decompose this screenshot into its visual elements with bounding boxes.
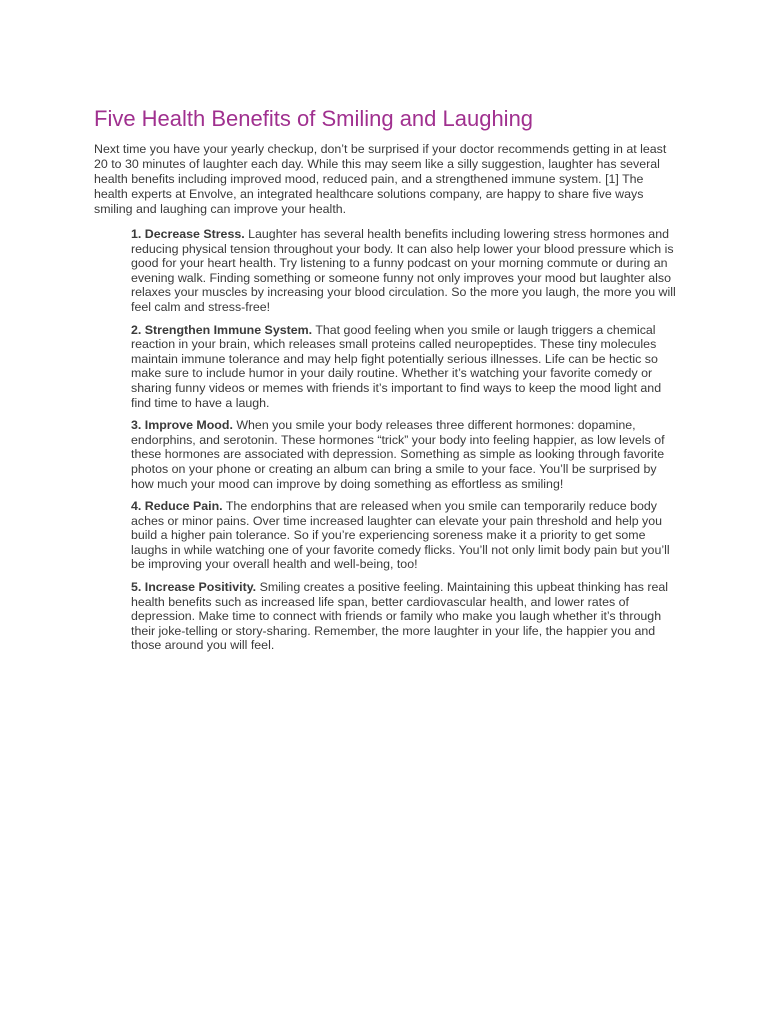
document-page xyxy=(94,104,676,661)
benefit-item xyxy=(131,418,676,491)
benefit-text: That good feeling when you smile or laugh triggers a chemical reaction in your brain, which releases small proteins called neuropeptides. These tiny molecules maintain immune tolerance and may help fight potentially serious illnesses. Life can be hectic so make sure to include humor in your daily routine. Whether it’s watching your favorite comedy or sharing funny videos or memes with friends it’s important to find ways to keep the mood light and find time to have a laugh. xyxy=(131,322,662,410)
benefit-text: When you smile your body releases three different hormones: dopamine, endorphins, and serotonin. These hormones “trick” your body into feeling happier, as low levels of these hormones are associated with depression. Something as simple as looking through favorite photos on your phone or creating an album can bring a smile to your face. You’ll be surprised by how much your mood can improve by doing something as effortless as smiling! xyxy=(131,418,665,491)
intro-paragraph: Next time you have your yearly checkup, don’t be surprised if your doctor recommends getting in at least 20 to 30 minutes of laughter each day. While this may seem like a silly suggestion, laughter has several health benefits including improved mood, reduced pain, and a strengthened immune system. [1] The health experts at Envolve, an integrated healthcare solutions company, are happy to share five ways smiling and laughing can improve your health. xyxy=(94,142,667,216)
benefit-item xyxy=(131,580,676,653)
document-title: Five Health Benefits of Smiling and Laughing xyxy=(94,106,534,131)
benefit-text: Laughter has several health benefits including lowering stress hormones and reducing physical tension throughout your body. It can also help lower your blood pressure which is good for your heart health. Try listening to a funny podcast on your morning commute or during an evening walk. Finding something or someone funny not only improves your mood but laughter also relaxes your muscles by increasing your blood circulation. So the more you laugh, the more you will feel calm and stress-free! xyxy=(131,227,676,314)
benefit-text: The endorphins that are released when you smile can temporarily reduce body aches or minor pains. Over time increased laughter can elevate your pain threshold and help you build a higher pain tolerance. So if you’re experiencing soreness make it a priority to get some laughs in while watching one of your favorite comedy flicks. You’ll not only limit body pain but you’ll be improving your overall health and well-being, too! xyxy=(131,499,670,572)
benefit-heading: 1. Decrease Stress. xyxy=(131,227,245,241)
benefit-heading: 5. Increase Positivity. xyxy=(131,580,257,595)
benefit-list xyxy=(94,227,676,653)
benefit-item xyxy=(131,499,676,572)
benefit-heading: 2. Strengthen Immune System. xyxy=(131,322,313,337)
benefit-item xyxy=(131,227,676,315)
benefit-heading: 3. Improve Mood. xyxy=(131,418,233,433)
benefit-text: Smiling creates a positive feeling. Maintaining this upbeat thinking has real health benefits such as increased life span, better cardiovascular health, and lower rates of depression. Make time to connect with friends or family who make you laugh whether it’s through their joke-telling or story-sharing. Remember, the more laughter in your life, the happier you and those around you will feel. xyxy=(131,580,669,653)
benefit-heading: 4. Reduce Pain. xyxy=(131,499,223,514)
benefit-item xyxy=(131,323,676,411)
